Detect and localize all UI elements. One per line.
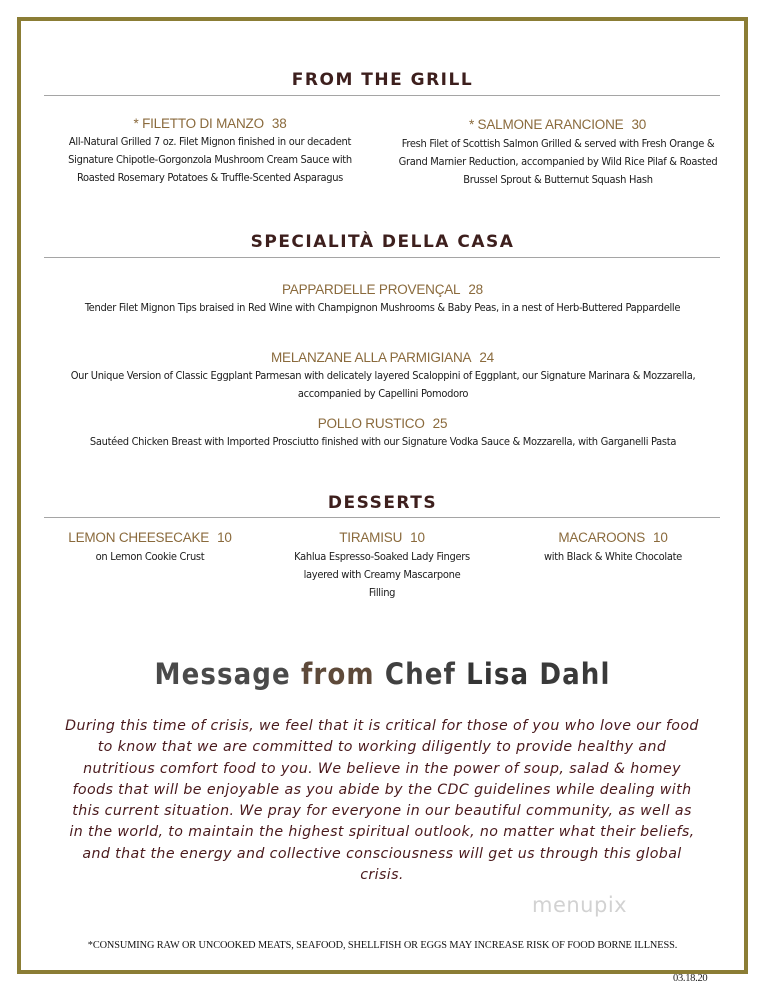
menu-item-name [0,350,765,365]
menu-item-description: Fresh Filet of Scottish Salmon Grilled & served with Fresh Orange & Grand Marnier Reduction, accompanied by Wild Rice Pilaf & Roasted Brussel Sprout & Butternut Squash Hash [398,137,718,186]
menu-item-description: on Lemon Cookie Crust [95,550,205,563]
item-title: MELANZANE ALLA PARMIGIANA [271,350,472,365]
item-title: * FILETTO DI MANZO [133,116,264,131]
menu-item-name [60,116,360,131]
item-price: 10 [653,530,668,545]
section-divider [44,95,720,96]
menu-item-name [0,282,765,297]
item-title: POLLO RUSTICO [317,416,425,431]
menu-item-name [513,530,713,545]
menu-item-name [0,416,765,431]
menu-item-name [282,530,482,545]
item-title: * SALMONE ARANCIONE [468,117,624,132]
menu-date: 03.18.20 [673,973,708,984]
item-title: PAPPARDELLE PROVENÇAL [282,282,461,297]
section-title-desserts: DESSERTS [327,493,438,513]
menu-item-description: with Black & White Chocolate [544,550,682,563]
item-price: 10 [217,530,232,545]
item-price: 24 [479,350,494,365]
menu-item-description: Tender Filet Mignon Tips braised in Red Wine with Champignon Mushrooms & Baby Peas, in a nest of Herb-Buttered Pappardelle [84,301,681,314]
section-divider [44,517,720,518]
item-title: TIRAMISU [339,530,403,545]
section-divider [44,257,720,258]
chef-message-title [38,657,727,691]
chef-title-word: Lisa [466,657,530,691]
item-price: 28 [468,282,483,297]
menu-item-description: All-Natural Grilled 7 oz. Filet Mignon finished in our decadent Signature Chipotle-Gorgonzola Mushroom Cream Sauce with Roasted Rosemary Potatoes & Truffle-Scented Asparagus [68,135,352,184]
chef-message-body: During this time of crisis, we feel that it is critical for those of you who love our food to know that we are committed to working diligently to provide healthy and nutritious comfort food to you. We believe in the power of soup, salad & homey foods that will be enjoyable as you abide by the CDC guidelines while dealing with this current situation. We pray for everyone in our beautiful community, as well as in the world, to maintain the highest spiritual outlook, no matter what their beliefs, and that the energy and collective consciousness will get us through this global crisis. [65,718,699,884]
menu-item-description: Kahlua Espresso-Soaked Lady Fingers layered with Creamy Mascarpone Filling [294,550,470,599]
item-price: 38 [271,116,287,131]
menupix-watermark: menupix [532,893,628,917]
menu-item-description: Our Unique Version of Classic Eggplant Parmesan with delicately layered Scaloppini of Eggplant, our Signature Marinara & Mozzarella, accompanied by Capellini Pomodoro [70,369,696,400]
chef-title-word: from [300,657,375,691]
item-title: LEMON CHEESECAKE [68,530,210,545]
food-safety-disclaimer: *CONSUMING RAW OR UNCOOKED MEATS, SEAFOOD, SHELLFISH OR EGGS MAY INCREASE RISK OF FOOD BORNE ILLNESS. [87,940,678,951]
item-price: 10 [410,530,425,545]
item-title: MACAROONS [558,530,646,545]
item-price: 25 [432,416,448,431]
menu-item-name [50,530,250,545]
chef-title-word: Message [154,657,291,691]
section-title-specialita: SPECIALITÀ DELLA CASA [250,232,515,252]
menu-item-description: Sautéed Chicken Breast with Imported Prosciutto finished with our Signature Vodka Sauce & Mozzarella, with Garganelli Pasta [89,435,677,448]
menu-item-name [395,117,720,132]
item-price: 30 [631,117,647,132]
section-title-grill: FROM THE GRILL [291,70,474,90]
chef-title-word: Dahl [539,657,611,691]
chef-title-word: Chef [384,657,456,691]
